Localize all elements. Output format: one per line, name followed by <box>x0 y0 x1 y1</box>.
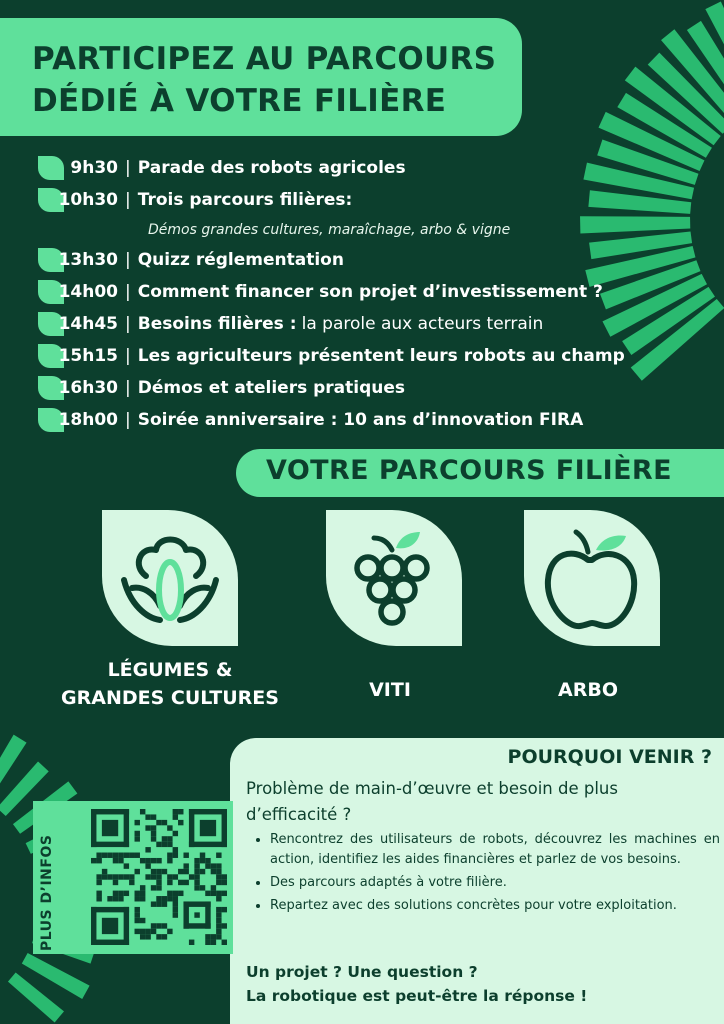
schedule-time: 9h30 <box>70 158 118 178</box>
schedule-time: 14h45 <box>58 314 118 334</box>
page-title <box>32 38 496 122</box>
category-label-line-2: GRANDES CULTURES <box>61 687 279 709</box>
vegetables-icon <box>102 510 238 646</box>
separator: | <box>125 378 131 398</box>
schedule-list <box>38 152 638 436</box>
schedule-subtitle: Démos grandes cultures, maraîchage, arbo & vigne <box>148 222 511 238</box>
info-closing <box>246 960 716 1008</box>
schedule-item <box>38 184 638 216</box>
schedule-title: Les agriculteurs présentent leurs robots au champ <box>137 346 625 366</box>
list-item: • Des parcours adaptés à votre filière. <box>270 873 720 893</box>
schedule-title: Comment financer son projet d’investissement ? <box>137 282 603 302</box>
schedule-item <box>38 276 638 308</box>
schedule-time: 15h15 <box>58 346 118 366</box>
schedule-title: Parade des robots agricoles <box>137 158 406 178</box>
schedule-title: Besoins filières : <box>137 314 297 334</box>
category-label-line-1: LÉGUMES & <box>107 659 233 681</box>
schedule-item <box>38 244 638 276</box>
schedule-title: Quizz réglementation <box>137 250 344 270</box>
list-item: • Rencontrez des utilisateurs de robots, découvrez les machines en action, identifiez les aides financières et parlez de vos besoins. <box>270 830 720 870</box>
category-tile-viti <box>326 510 462 646</box>
category-tile-arbo <box>524 510 660 646</box>
grapes-icon <box>326 510 462 646</box>
qr-code-icon[interactable] <box>91 809 227 945</box>
schedule-title: Soirée anniversaire : 10 ans d’innovation FIRA <box>137 410 584 430</box>
qr-block <box>33 801 233 954</box>
category-tile-vegetables <box>102 510 238 646</box>
section-banner <box>236 449 724 497</box>
schedule-item <box>38 372 638 404</box>
info-bullets <box>256 830 720 919</box>
closing-line-2: La robotique est peut-être la réponse ! <box>246 987 588 1005</box>
header-banner <box>0 18 522 136</box>
separator: | <box>125 282 131 302</box>
qr-label: PLUS D’INFOS <box>39 834 55 951</box>
schedule-item <box>38 340 638 372</box>
info-panel <box>230 738 724 1024</box>
separator: | <box>125 190 131 210</box>
separator: | <box>125 250 131 270</box>
section-title: VOTRE PARCOURS FILIÈRE <box>266 455 672 486</box>
info-question: Problème de main-d’œuvre et besoin de plus d’efficacité ? <box>246 779 618 824</box>
separator: | <box>125 314 131 334</box>
category-label-vegetables <box>50 656 290 712</box>
schedule-extra: la parole aux acteurs terrain <box>301 314 544 334</box>
schedule-time: 10h30 <box>58 190 118 210</box>
schedule-time: 18h00 <box>58 410 118 430</box>
separator: | <box>125 158 131 178</box>
schedule-item <box>38 152 638 184</box>
separator: | <box>125 410 131 430</box>
schedule-item <box>38 404 638 436</box>
title-line-1: PARTICIPEZ AU PARCOURS <box>32 41 497 77</box>
apple-icon <box>524 510 660 646</box>
separator: | <box>125 346 131 366</box>
schedule-item <box>38 308 638 340</box>
list-item: • Repartez avec des solutions concrètes pour votre exploitation. <box>270 896 720 916</box>
schedule-time: 13h30 <box>58 250 118 270</box>
title-line-2: DÉDIÉ À VOTRE FILIÈRE <box>32 83 447 119</box>
info-heading: POURQUOI VENIR ? <box>507 746 712 768</box>
category-label-viti: VITI <box>369 679 411 701</box>
schedule-time: 16h30 <box>58 378 118 398</box>
schedule-title: Trois parcours filières: <box>137 190 353 210</box>
category-label-arbo: ARBO <box>558 679 618 701</box>
schedule-time: 14h00 <box>58 282 118 302</box>
closing-line-1: Un projet ? Une question ? <box>246 963 478 981</box>
schedule-title: Démos et ateliers pratiques <box>137 378 406 398</box>
